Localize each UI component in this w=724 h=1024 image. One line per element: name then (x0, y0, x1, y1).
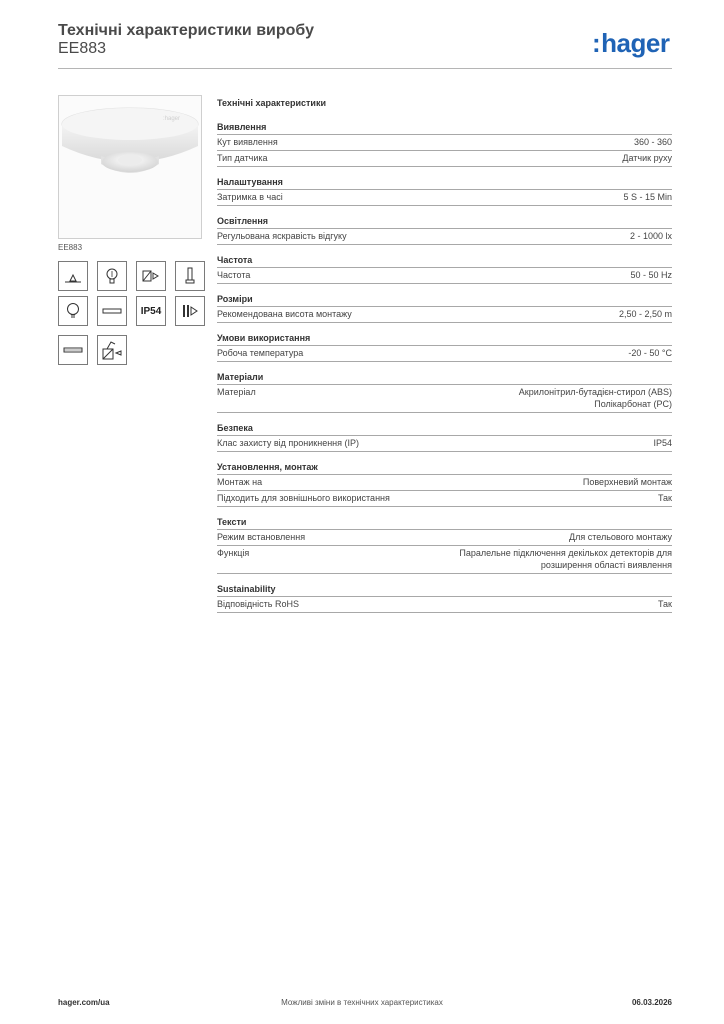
product-code-heading: EE883 (58, 40, 107, 57)
spec-group-installation (217, 461, 672, 507)
spec-group-title: Налаштування (217, 176, 672, 190)
ip54-icon (136, 296, 166, 326)
spec-row (217, 190, 672, 206)
spec-label: Клас захисту від проникнення (IP) (217, 438, 360, 448)
spec-label: Режим встановлення (217, 532, 306, 542)
fluorescent-tube-icon (175, 261, 205, 291)
spec-row (217, 491, 672, 507)
spec-row (217, 346, 672, 362)
spec-label: Рекомендована висота монтажу (217, 309, 352, 319)
spec-row (217, 475, 672, 491)
spec-group-settings (217, 176, 672, 206)
spec-value: Так (657, 599, 672, 609)
spec-group-title: Виявлення (217, 121, 672, 135)
logo-text: hager (601, 28, 670, 58)
spec-group-title: Sustainability (217, 583, 672, 597)
spec-label: Робоча температура (217, 348, 304, 358)
hager-logo: :hager (592, 28, 670, 58)
footer-website-link[interactable]: hager.com/ua (58, 998, 110, 1007)
spec-group-dimensions (217, 293, 672, 323)
svg-text::hager: :hager (163, 116, 181, 122)
specs-title: Технічні характеристики (217, 98, 326, 108)
strip-light-icon (58, 335, 88, 365)
incandescent-bulb-icon (58, 296, 88, 326)
spec-group-title: Частота (217, 254, 672, 268)
spec-group-materials (217, 371, 672, 413)
spec-value: Акрилонітрил-бутадієн-стирол (ABS) Полікарбонат (PC) (518, 387, 672, 409)
spec-value: Датчик руху (622, 153, 672, 163)
spec-group-safety (217, 422, 672, 452)
header-divider (58, 68, 672, 69)
spec-group-sustainability (217, 583, 672, 613)
spec-row (217, 436, 672, 452)
spec-label: Функція (217, 548, 250, 558)
spec-row (217, 546, 672, 574)
spec-label: Відповідність RoHS (217, 599, 299, 609)
spec-group-title: Установлення, монтаж (217, 461, 672, 475)
spec-value: 360 - 360 (633, 137, 672, 147)
spec-row (217, 597, 672, 613)
linear-tube-icon (97, 296, 127, 326)
spec-group-texts (217, 516, 672, 574)
specs-section (217, 96, 672, 622)
spec-value: -20 - 50 °C (628, 348, 672, 358)
ip54-label: IP54 (140, 305, 162, 317)
spec-group-title: Освітлення (217, 215, 672, 229)
spec-value: Поверхневий монтаж (582, 477, 672, 487)
spec-group-detection (217, 121, 672, 167)
spec-value: Паралельне підключення декількох детекторів для розширення області виявлення (459, 548, 672, 570)
spec-row (217, 268, 672, 284)
spec-row (217, 229, 672, 245)
transformer-lamp-icon (136, 261, 166, 291)
bulb-icon (97, 261, 127, 291)
footer-notice: Можливі зміни в технічних характеристиках (281, 998, 443, 1007)
spec-value: IP54 (653, 438, 672, 448)
spec-value: 2 - 1000 lx (629, 231, 672, 241)
spec-label: Затримка в часі (217, 192, 283, 202)
footer-date: 06.03.2026 (631, 998, 672, 1007)
product-image (58, 95, 202, 239)
motion-detector-icon (97, 335, 127, 365)
spec-label: Тип датчика (217, 153, 268, 163)
spec-value: 50 - 50 Hz (630, 270, 672, 280)
spec-group-title: Розміри (217, 293, 672, 307)
spec-label: Матеріал (217, 387, 256, 397)
spec-group-title: Матеріали (217, 371, 672, 385)
spec-group-lighting (217, 215, 672, 245)
spec-row (217, 151, 672, 167)
product-code-label: EE883 (58, 243, 83, 252)
spec-value: Так (657, 493, 672, 503)
spec-value: 2,50 - 2,50 m (618, 309, 672, 319)
spec-label: Кут виявлення (217, 137, 278, 147)
spec-row (217, 385, 672, 413)
spec-group-title: Безпека (217, 422, 672, 436)
spec-row (217, 135, 672, 151)
spec-label: Підходить для зовнішнього використання (217, 493, 390, 503)
page-title: Технічні характеристики виробу (58, 22, 314, 39)
spec-group-title: Тексти (217, 516, 672, 530)
ceiling-mount-icon (58, 261, 88, 291)
spec-value: 5 S - 15 Min (623, 192, 672, 202)
spec-group-frequency (217, 254, 672, 284)
spec-value: Для стельового монтажу (569, 532, 672, 542)
spec-label: Частота (217, 270, 251, 280)
spec-label: Регульована яскравість відгуку (217, 231, 347, 241)
spec-group-title: Умови використання (217, 332, 672, 346)
led-driver-icon (175, 296, 205, 326)
spec-row (217, 530, 672, 546)
spec-label: Монтаж на (217, 477, 263, 487)
spec-row (217, 307, 672, 323)
spec-group-conditions (217, 332, 672, 362)
